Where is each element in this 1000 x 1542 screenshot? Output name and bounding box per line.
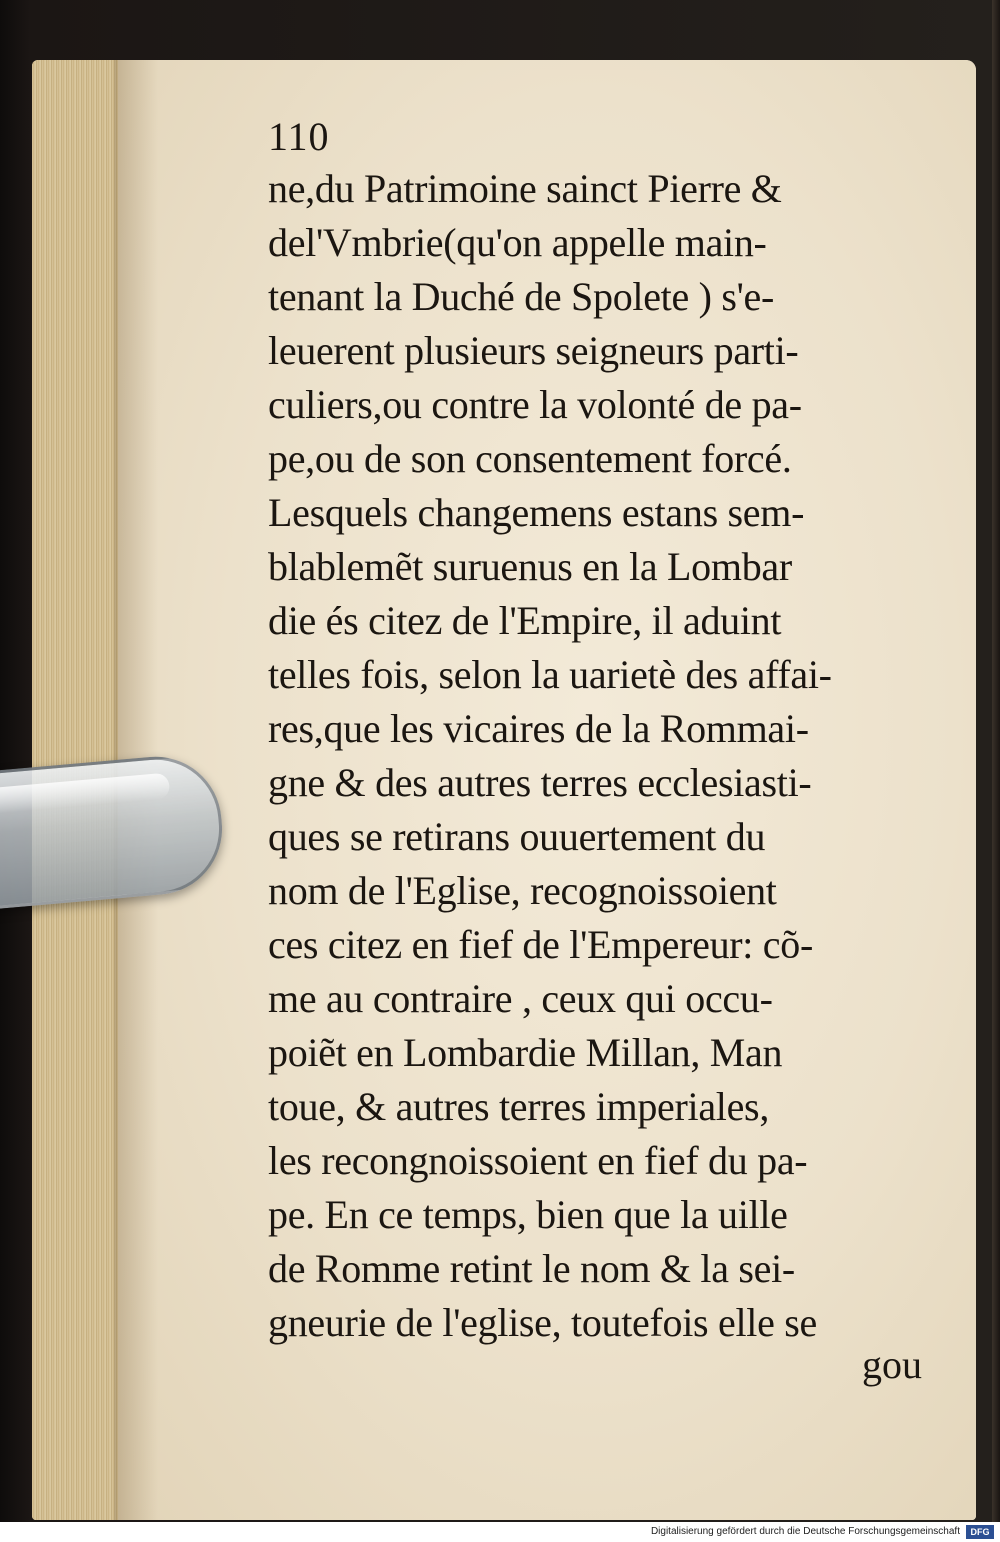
page-number: 110 [268, 114, 330, 159]
text-line: Lesquels changemens estans sem- [268, 490, 805, 535]
text-line: die és citez de l'Empire, il aduint [268, 598, 782, 643]
text-line: ne,du Patrimoine sainct Pierre & [268, 166, 782, 211]
text-line: leuerent plusieurs seigneurs parti- [268, 328, 799, 373]
text-line: tenant la Duché de Spolete ) s'e- [268, 274, 774, 319]
right-border [992, 0, 1000, 1522]
text-line: de Romme retint le nom & la sei- [268, 1246, 795, 1291]
text-line: ces citez en fief de l'Empereur: cõ- [268, 922, 813, 967]
text-line: poiẽt en Lombardie Millan, Man [268, 1030, 783, 1075]
footer-bar [0, 1522, 1000, 1542]
dfg-logo[interactable]: DFG [966, 1525, 994, 1539]
text-line: culiers,ou contre la volonté de pa- [268, 382, 802, 427]
text-line: pe. En ce temps, bien que la uille [268, 1192, 788, 1237]
text-block [268, 112, 948, 1350]
text-line: nom de l'Eglise, recognoissoient [268, 868, 777, 913]
text-line: toue, & autres terres imperiales, [268, 1084, 770, 1129]
text-line: gneurie de l'eglise, toutefois elle se [268, 1300, 817, 1345]
funding-credit[interactable]: Digitalisierung gefördert durch die Deutsche Forschungsgemeinschaft [650, 1526, 960, 1537]
catchword: gou [862, 1342, 922, 1387]
text-line: del'Vmbrie(qu'on appelle main- [268, 220, 767, 265]
text-line: gne & des autres terres ecclesiasti- [268, 760, 812, 805]
text-line: ques se retirans ouuertement du [268, 814, 766, 859]
text-line: blablemẽt suruenus en la Lombar [268, 544, 792, 589]
text-line: pe,ou de son consentement forcé. [268, 436, 792, 481]
text-line: me au contraire , ceux qui occu- [268, 976, 773, 1021]
text-line: les recongnoissoient en fief du pa- [268, 1138, 808, 1183]
text-line: telles fois, selon la uarietè des affai- [268, 652, 832, 697]
text-line: res,que les vicaires de la Rommai- [268, 706, 809, 751]
